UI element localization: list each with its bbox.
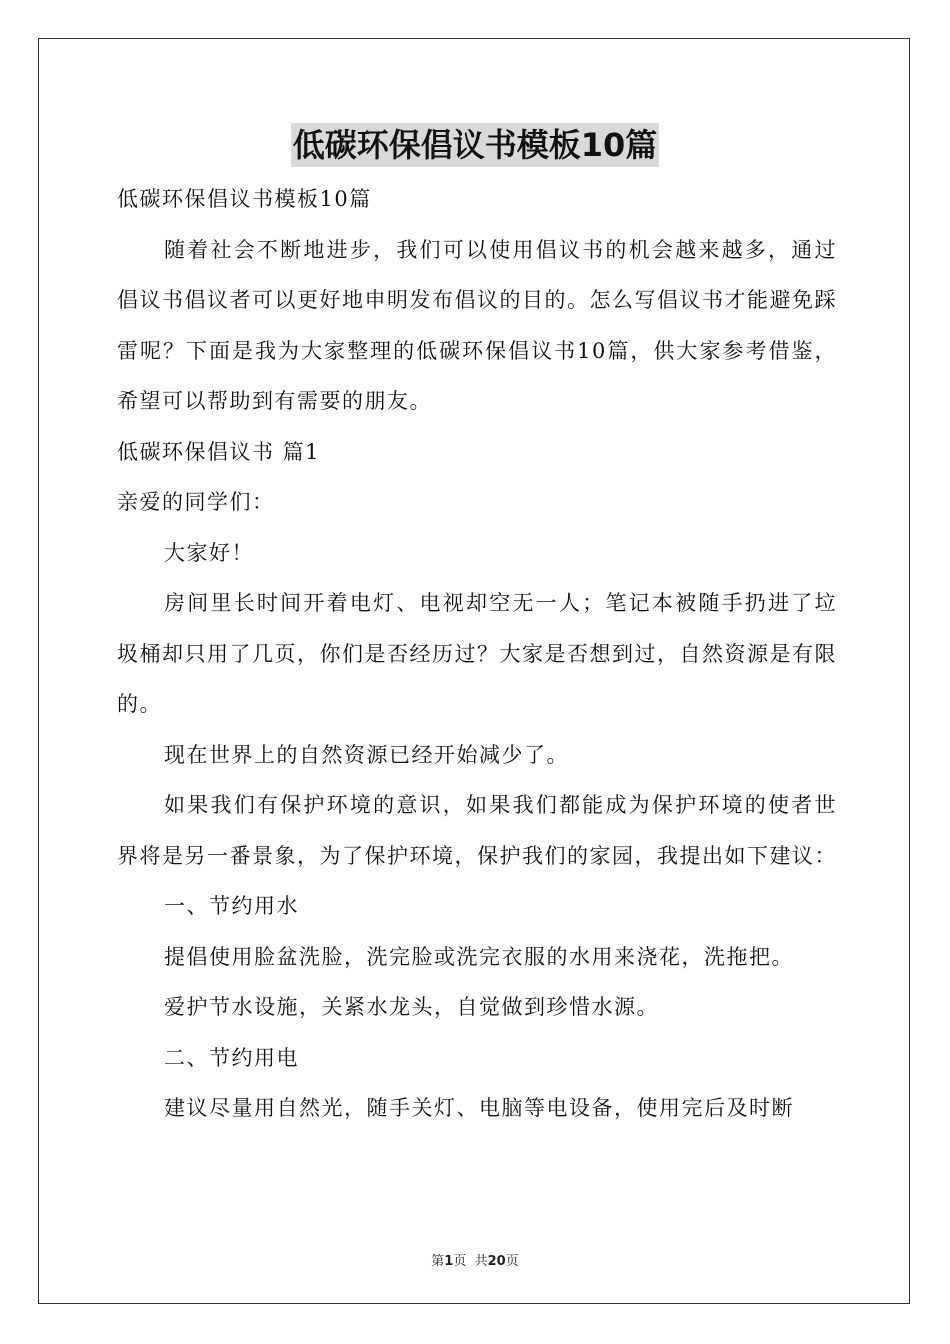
page-footer <box>0 1250 950 1269</box>
paragraph-body: 房间里长时间开着电灯、电视却空无一人；笔记本被随手扔进了垃圾桶却只用了几页，你们是否经历过？大家是否想到过，自然资源是有限的。 <box>117 591 837 716</box>
footer-mid: 页 共 <box>453 1254 488 1269</box>
paragraph-body: 建议尽量用自然光，随手关灯、电脑等电设备，使用完后及时断 <box>164 1096 794 1120</box>
list-heading: 二、节约用电 <box>164 1045 299 1070</box>
paragraph-greeting: 大家好！ <box>164 540 254 565</box>
footer-current-page: 1 <box>444 1254 454 1269</box>
paragraph-subtitle: 低碳环保倡议书模板10篇 <box>117 187 372 211</box>
paragraph-intro: 随着社会不断地进步，我们可以使用倡议书的机会越来越多，通过倡议书倡议者可以更好地申明发布倡议的目的。怎么写倡议书才能避免踩雷呢？下面是我为大家整理的低碳环保倡议书10篇，供大家参考借鉴，希望可以帮助到有需要的朋友。 <box>117 237 837 413</box>
document-body <box>117 174 837 1134</box>
paragraph-body: 如果我们有保护环境的意识，如果我们都能成为保护环境的使者世界将是另一番景象，为了保护环境，保护我们的家园，我提出如下建议： <box>117 793 837 868</box>
paragraph-salutation: 亲爱的同学们： <box>117 490 275 514</box>
paragraph-body: 现在世界上的自然资源已经开始减少了。 <box>164 742 569 767</box>
document-title: 低碳环保倡议书模板10篇 <box>291 123 660 167</box>
title-container <box>0 123 950 167</box>
paragraph-body: 提倡使用脸盆洗脸，洗完脸或洗完衣服的水用来浇花，洗拖把。 <box>164 944 794 969</box>
paragraph-body: 爱护节水设施，关紧水龙头，自觉做到珍惜水源。 <box>164 995 659 1019</box>
footer-suffix: 页 <box>505 1254 519 1269</box>
footer-total-pages: 20 <box>487 1254 506 1269</box>
list-heading: 一、节约用水 <box>164 894 299 918</box>
section-heading: 低碳环保倡议书 篇1 <box>117 439 321 464</box>
footer-prefix: 第 <box>431 1254 445 1269</box>
